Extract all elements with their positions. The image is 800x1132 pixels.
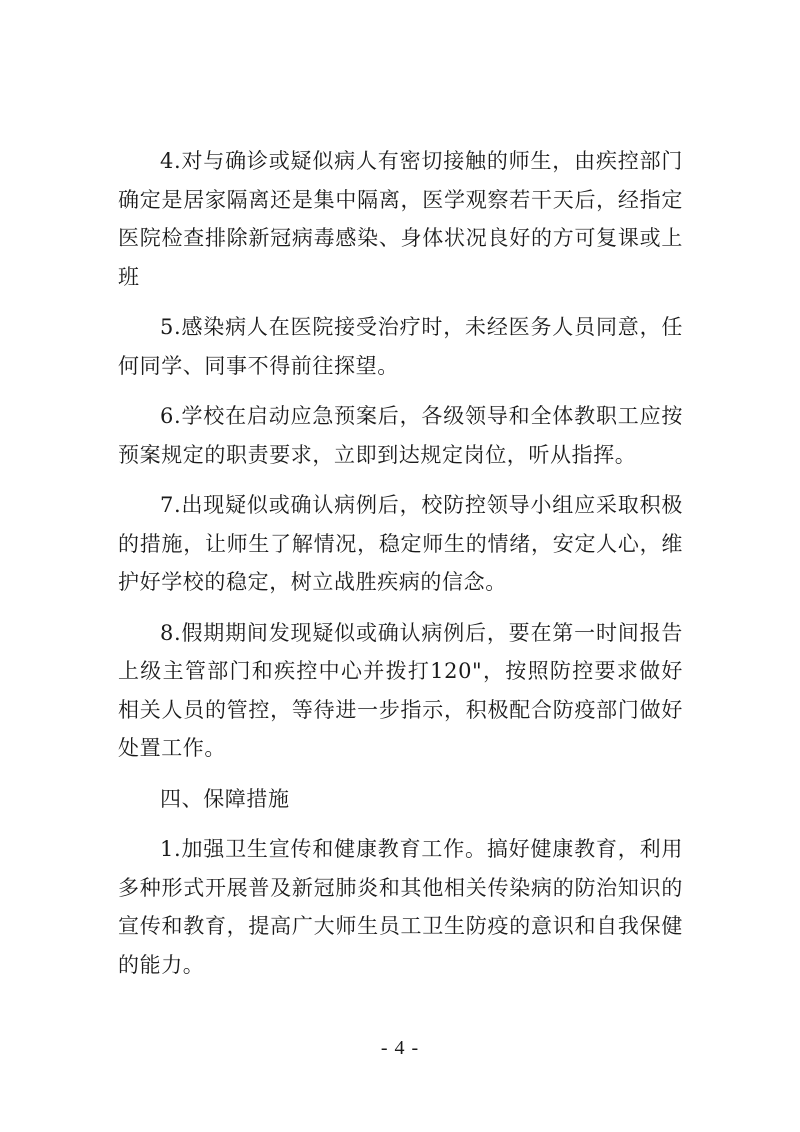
paragraph-item-1: 1.加强卫生宣传和健康教育工作。搞好健康教育，利用多种形式开展普及新冠肺炎和其他相关传染病的防治知识的宣传和教育，提高广大师生员工卫生防疫的意识和自我保健的能力。 [118, 837, 683, 977]
paragraph-item-7: 7.出现疑似或确认病例后，校防控领导小组应采取积极的措施，让师生了解情况，稳定师生的情绪，安定人心，维护好学校的稳定，树立战胜疾病的信念。 [118, 493, 683, 594]
paragraph-item-6: 6.学校在启动应急预案后，各级领导和全体教职工应按预案规定的职责要求，立即到达规定岗位，听从指挥。 [118, 404, 683, 467]
page-number: - 4 - [380, 1037, 420, 1059]
section-heading: 四、保障措施 [160, 786, 290, 811]
paragraph-item-4: 4.对与确诊或疑似病人有密切接触的师生，由疾控部门确定是居家隔离还是集中隔离，医学观察若干天后，经指定医院检查排除新冠病毒感染、身体状况良好的方可复课或上班 [118, 149, 683, 289]
document-body [118, 142, 683, 996]
paragraph-item-5: 5.感染病人在医院接受治疗时，未经医务人员同意，任何同学、同事不得前往探望。 [118, 315, 683, 378]
paragraph-item-8: 8.假期期间发现疑似或确认病例后，要在第一时间报告上级主管部门和疾控中心并拨打120"，按照防控要求做好相关人员的管控，等待进一步指示，积极配合防疫部门做好处置工作。 [118, 620, 683, 760]
